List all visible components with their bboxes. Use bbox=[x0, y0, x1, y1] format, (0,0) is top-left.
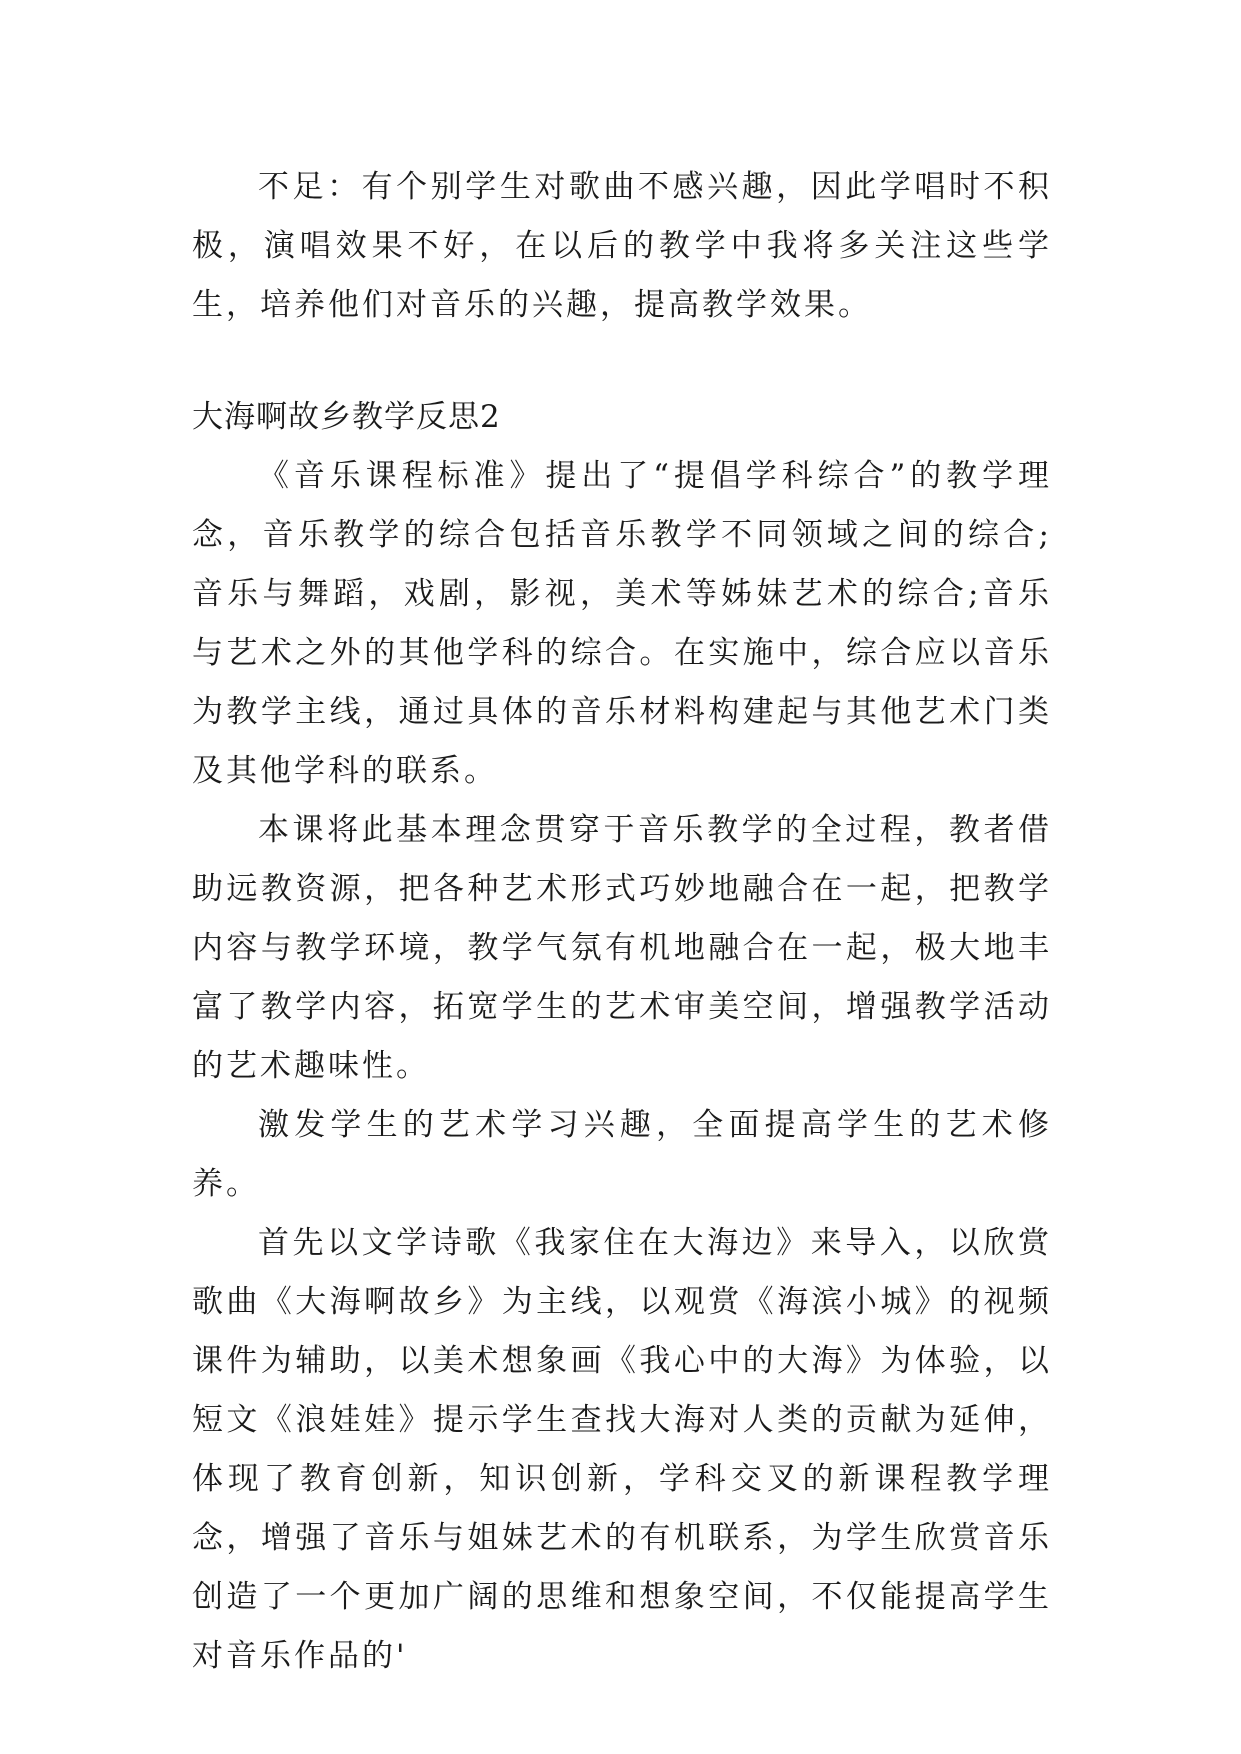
paragraph-lesson-flow: 首先以文学诗歌《我家住在大海边》来导入，以欣赏歌曲《大海啊故乡》为主线，以观赏《海滨小城》的视频课件为辅助，以美术想象画《我心中的大海》为体验，以短文《浪娃娃》提示学生查找大海对人类的贡献为延伸，体现了教育创新，知识创新，学科交叉的新课程教学理念，增强了音乐与姐妹艺术的有机联系，为学生欣赏音乐创造了一个更加广阔的思维和想象空间，不仅能提高学生对音乐作品的' bbox=[192, 1225, 1052, 1674]
paragraph-interest: 激发学生的艺术学习兴趣，全面提高学生的艺术修养。 bbox=[192, 1107, 1052, 1202]
section-heading: 大海啊故乡教学反思2 bbox=[192, 399, 501, 435]
paragraph-lesson-concept: 本课将此基本理念贯穿于音乐教学的全过程，教者借助远教资源，把各种艺术形式巧妙地融合在一起，把教学内容与教学环境，教学气氛有机地融合在一起，极大地丰富了教学内容，拓宽学生的艺术审美空间，增强教学活动的艺术趣味性。 bbox=[192, 812, 1052, 1084]
paragraph-shortcomings: 不足：有个别学生对歌曲不感兴趣，因此学唱时不积极，演唱效果不好，在以后的教学中我将多关注这些学生，培养他们对音乐的兴趣，提高教学效果。 bbox=[192, 169, 1052, 323]
document-body bbox=[192, 158, 1052, 1686]
paragraph-curriculum-standard: 《音乐课程标准》提出了“提倡学科综合”的教学理念，音乐教学的综合包括音乐教学不同领域之间的综合;音乐与舞蹈，戏剧，影视，美术等姊妹艺术的综合;音乐与艺术之外的其他学科的综合。在实施中，综合应以音乐为教学主线，通过具体的音乐材料构建起与其他艺术门类及其他学科的联系。 bbox=[192, 458, 1052, 789]
